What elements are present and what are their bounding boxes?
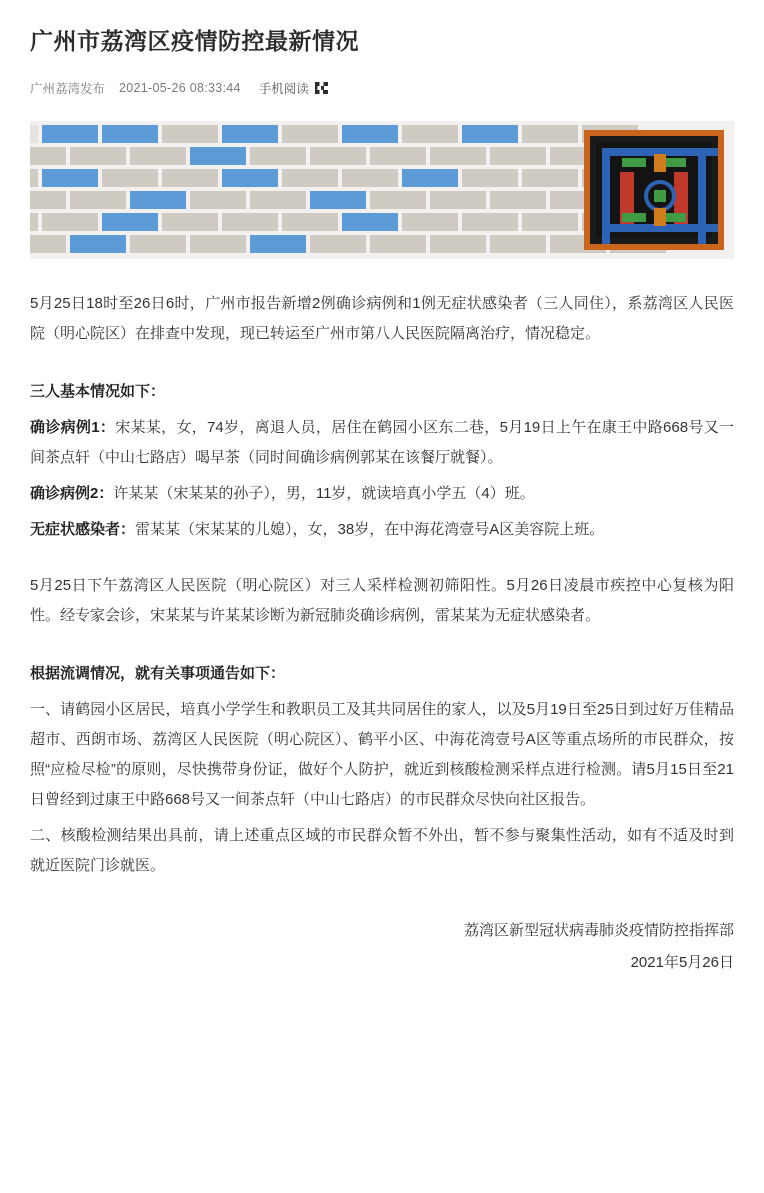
notice-item-1: 一、请鹤园小区居民，培真小学学生和教职员工及其共同居住的家人，以及5月19日至25日到过好万佳精品超市、西朗市场、荔湾区人民医院（明心院区）、鹤平小区、中海花湾壹号A区等重点场所的市民群众，按照“应检尽检”的原则，尽快携带身份证，做好个人防护，就近到核酸检测采样点进行检测。请5月15日至21日曾经到过康王中路668号又一间茶点轩（中山七路店）的市民群众尽快向社区报告。 <box>30 701 734 809</box>
lingnan-window-icon <box>584 130 724 250</box>
article-datetime: 2021-05-26 08:33:44 <box>119 81 241 96</box>
lead-paragraph: 5月25日18时至26日6时，广州市报告新增2例确诊病例和1例无症状感染者（三人同住），系荔湾区人民医院（明心院区）在排查中发现，现已转运至广州市第八人民医院隔离治疗，情况稳定。 <box>30 295 734 343</box>
qr-code-icon <box>315 82 328 95</box>
testing-paragraph: 5月25日下午荔湾区人民医院（明心院区）对三人采样检测初筛阳性。5月26日凌晨市疾控中心复核为阳性。经专家会诊，宋某某与许某某诊断为新冠肺炎确诊病例，雷某某为无症状感染者。 <box>30 577 734 625</box>
signature-block <box>30 915 734 978</box>
mobile-read-link[interactable] <box>259 79 328 97</box>
mobile-read-label: 手机阅读 <box>258 82 309 97</box>
case-3-label: 无症状感染者： <box>30 521 136 539</box>
hero-image <box>30 121 734 259</box>
spacer <box>30 551 734 571</box>
case-1-text: 宋某某，女，74岁，离退人员，居住在鹤园小区东二巷，5月19日上午在康王中路668号又一间茶点轩（中山七路店）喝早茶（同时间确诊病例郭某在该餐厅就餐）。 <box>30 419 734 467</box>
signature-date: 2021年5月26日 <box>630 953 734 971</box>
signature-org: 荔湾区新型冠状病毒肺炎疫情防控指挥部 <box>463 922 734 940</box>
case-2-text: 许某某（宋某某的孙子），男，11岁，就读培真小学五（4）班。 <box>113 485 535 503</box>
spacer <box>30 649 734 659</box>
case-2-label: 确诊病例2： <box>30 485 114 503</box>
spacer <box>30 367 734 377</box>
article-meta <box>30 79 734 97</box>
article-source: 广州荔湾发布 <box>30 82 106 97</box>
case-1-label: 确诊病例1： <box>30 419 116 437</box>
case-3-text: 雷某某（宋某某的儿媳），女，38岁，在中海花湾壹号A区美容院上班。 <box>135 521 605 539</box>
case-3 <box>30 515 734 545</box>
notice-item-2: 二、核酸检测结果出具前，请上述重点区域的市民群众暂不外出，暂不参与聚集性活动，如有不适及时到就近医院门诊就医。 <box>30 827 734 875</box>
section-heading-notice: 根据流调情况，就有关事项通告如下： <box>30 665 286 683</box>
section-heading-cases: 三人基本情况如下： <box>30 383 166 401</box>
case-1 <box>30 413 734 473</box>
page-title: 广州市荔湾区疫情防控最新情况 <box>30 28 359 54</box>
case-2 <box>30 479 734 509</box>
